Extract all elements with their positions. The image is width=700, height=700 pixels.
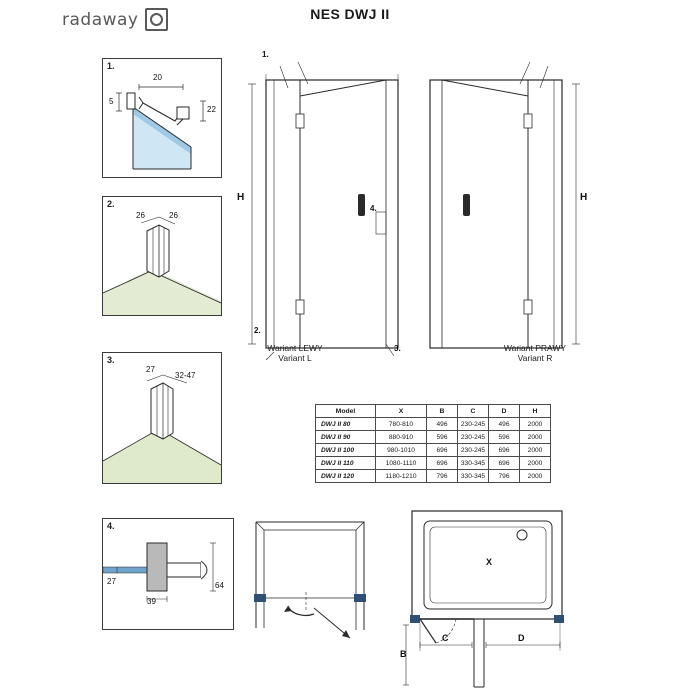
detail-1-dim-20: 20 bbox=[153, 73, 162, 82]
detail-4-dim-64: 64 bbox=[215, 581, 224, 590]
cell-c: 230-245 bbox=[458, 431, 489, 444]
right-variant-drawing bbox=[420, 44, 592, 364]
detail-4-dim-39: 39 bbox=[147, 597, 156, 606]
left-callout-4: 4. bbox=[370, 204, 377, 213]
left-variant-caption-line1: Wariant LEWY bbox=[267, 343, 323, 353]
cell-x: 780-810 bbox=[376, 418, 427, 431]
cell-model: DWJ II 80 bbox=[316, 418, 376, 431]
table-row bbox=[316, 418, 551, 431]
table-row bbox=[316, 431, 551, 444]
detail-3-dim-32-47: 32-47 bbox=[175, 371, 196, 380]
cell-model: DWJ II 110 bbox=[316, 457, 376, 470]
cell-d: 596 bbox=[489, 431, 520, 444]
table-row bbox=[316, 444, 551, 457]
cell-c: 330-345 bbox=[458, 457, 489, 470]
table-header-b: B bbox=[427, 405, 458, 418]
table-row bbox=[316, 470, 551, 483]
cell-x: 880-910 bbox=[376, 431, 427, 444]
left-variant-caption bbox=[215, 343, 375, 363]
detail-1-number: 1. bbox=[107, 61, 115, 71]
cell-d: 496 bbox=[489, 418, 520, 431]
cell-model: DWJ II 90 bbox=[316, 431, 376, 444]
cell-d: 696 bbox=[489, 457, 520, 470]
detail-2-number: 2. bbox=[107, 199, 115, 209]
left-callout-2: 2. bbox=[254, 326, 261, 335]
cell-model: DWJ II 120 bbox=[316, 470, 376, 483]
left-height-label: H bbox=[237, 192, 245, 203]
detail-1-dim-5: 5 bbox=[109, 97, 114, 106]
detail-1-dim-22: 22 bbox=[207, 105, 216, 114]
detail-1-panel bbox=[102, 58, 222, 178]
detail-4-drawing bbox=[103, 519, 233, 629]
cell-b: 796 bbox=[427, 470, 458, 483]
plan-label-b: B bbox=[400, 649, 407, 659]
table-header-c: C bbox=[458, 405, 489, 418]
plan-view-drawing bbox=[400, 505, 600, 695]
cell-c: 330-345 bbox=[458, 470, 489, 483]
table-header-d: D bbox=[489, 405, 520, 418]
right-height-label: H bbox=[580, 192, 588, 203]
detail-2-panel bbox=[102, 196, 222, 316]
table-header-x: X bbox=[376, 405, 427, 418]
cell-b: 696 bbox=[427, 457, 458, 470]
left-variant-caption-line2: Variant L bbox=[278, 353, 312, 363]
plan-label-x: X bbox=[486, 557, 493, 567]
plan-label-c: C bbox=[442, 633, 449, 643]
cell-h: 2000 bbox=[520, 418, 551, 431]
detail-3-drawing bbox=[103, 353, 221, 483]
cell-d: 796 bbox=[489, 470, 520, 483]
installation-perspective-drawing bbox=[246, 510, 386, 660]
specification-table bbox=[315, 404, 551, 483]
cell-h: 2000 bbox=[520, 470, 551, 483]
detail-4-dim-27: 27 bbox=[107, 577, 116, 586]
cell-x: 1080-1110 bbox=[376, 457, 427, 470]
detail-4-panel bbox=[102, 518, 234, 630]
detail-2-drawing bbox=[103, 197, 221, 315]
cell-h: 2000 bbox=[520, 444, 551, 457]
cell-d: 696 bbox=[489, 444, 520, 457]
detail-4-number: 4. bbox=[107, 521, 115, 531]
cell-c: 230-245 bbox=[458, 418, 489, 431]
cell-h: 2000 bbox=[520, 431, 551, 444]
left-callout-1: 1. bbox=[262, 50, 269, 59]
cell-x: 1180-1210 bbox=[376, 470, 427, 483]
detail-1-drawing bbox=[103, 59, 221, 177]
right-variant-caption-line1: Wariant PRAWY bbox=[503, 343, 567, 353]
installation-perspective bbox=[246, 510, 386, 660]
detail-2-dim-26-left: 26 bbox=[136, 211, 145, 220]
brand-name: radaway bbox=[62, 9, 139, 30]
right-variant-caption-line2: Variant R bbox=[517, 353, 553, 363]
cell-b: 496 bbox=[427, 418, 458, 431]
table-header-model: Model bbox=[316, 405, 376, 418]
plan-label-d: D bbox=[518, 633, 525, 643]
page-title: NES DWJ II bbox=[310, 6, 390, 22]
left-variant-elevation bbox=[236, 44, 408, 364]
detail-3-dim-27: 27 bbox=[146, 365, 155, 374]
right-variant-elevation bbox=[420, 44, 592, 364]
plan-view bbox=[400, 505, 600, 695]
table-row bbox=[316, 457, 551, 470]
cell-x: 980-1010 bbox=[376, 444, 427, 457]
detail-3-panel bbox=[102, 352, 222, 484]
detail-2-dim-26-right: 26 bbox=[169, 211, 178, 220]
cell-b: 696 bbox=[427, 444, 458, 457]
detail-3-number: 3. bbox=[107, 355, 115, 365]
cell-c: 230-245 bbox=[458, 444, 489, 457]
cell-model: DWJ II 100 bbox=[316, 444, 376, 457]
right-variant-caption bbox=[455, 343, 615, 363]
left-callout-3: 3. bbox=[394, 344, 401, 353]
cell-b: 596 bbox=[427, 431, 458, 444]
table-header-row bbox=[316, 405, 551, 418]
left-variant-drawing bbox=[236, 44, 408, 364]
table-header-h: H bbox=[520, 405, 551, 418]
cell-h: 2000 bbox=[520, 457, 551, 470]
